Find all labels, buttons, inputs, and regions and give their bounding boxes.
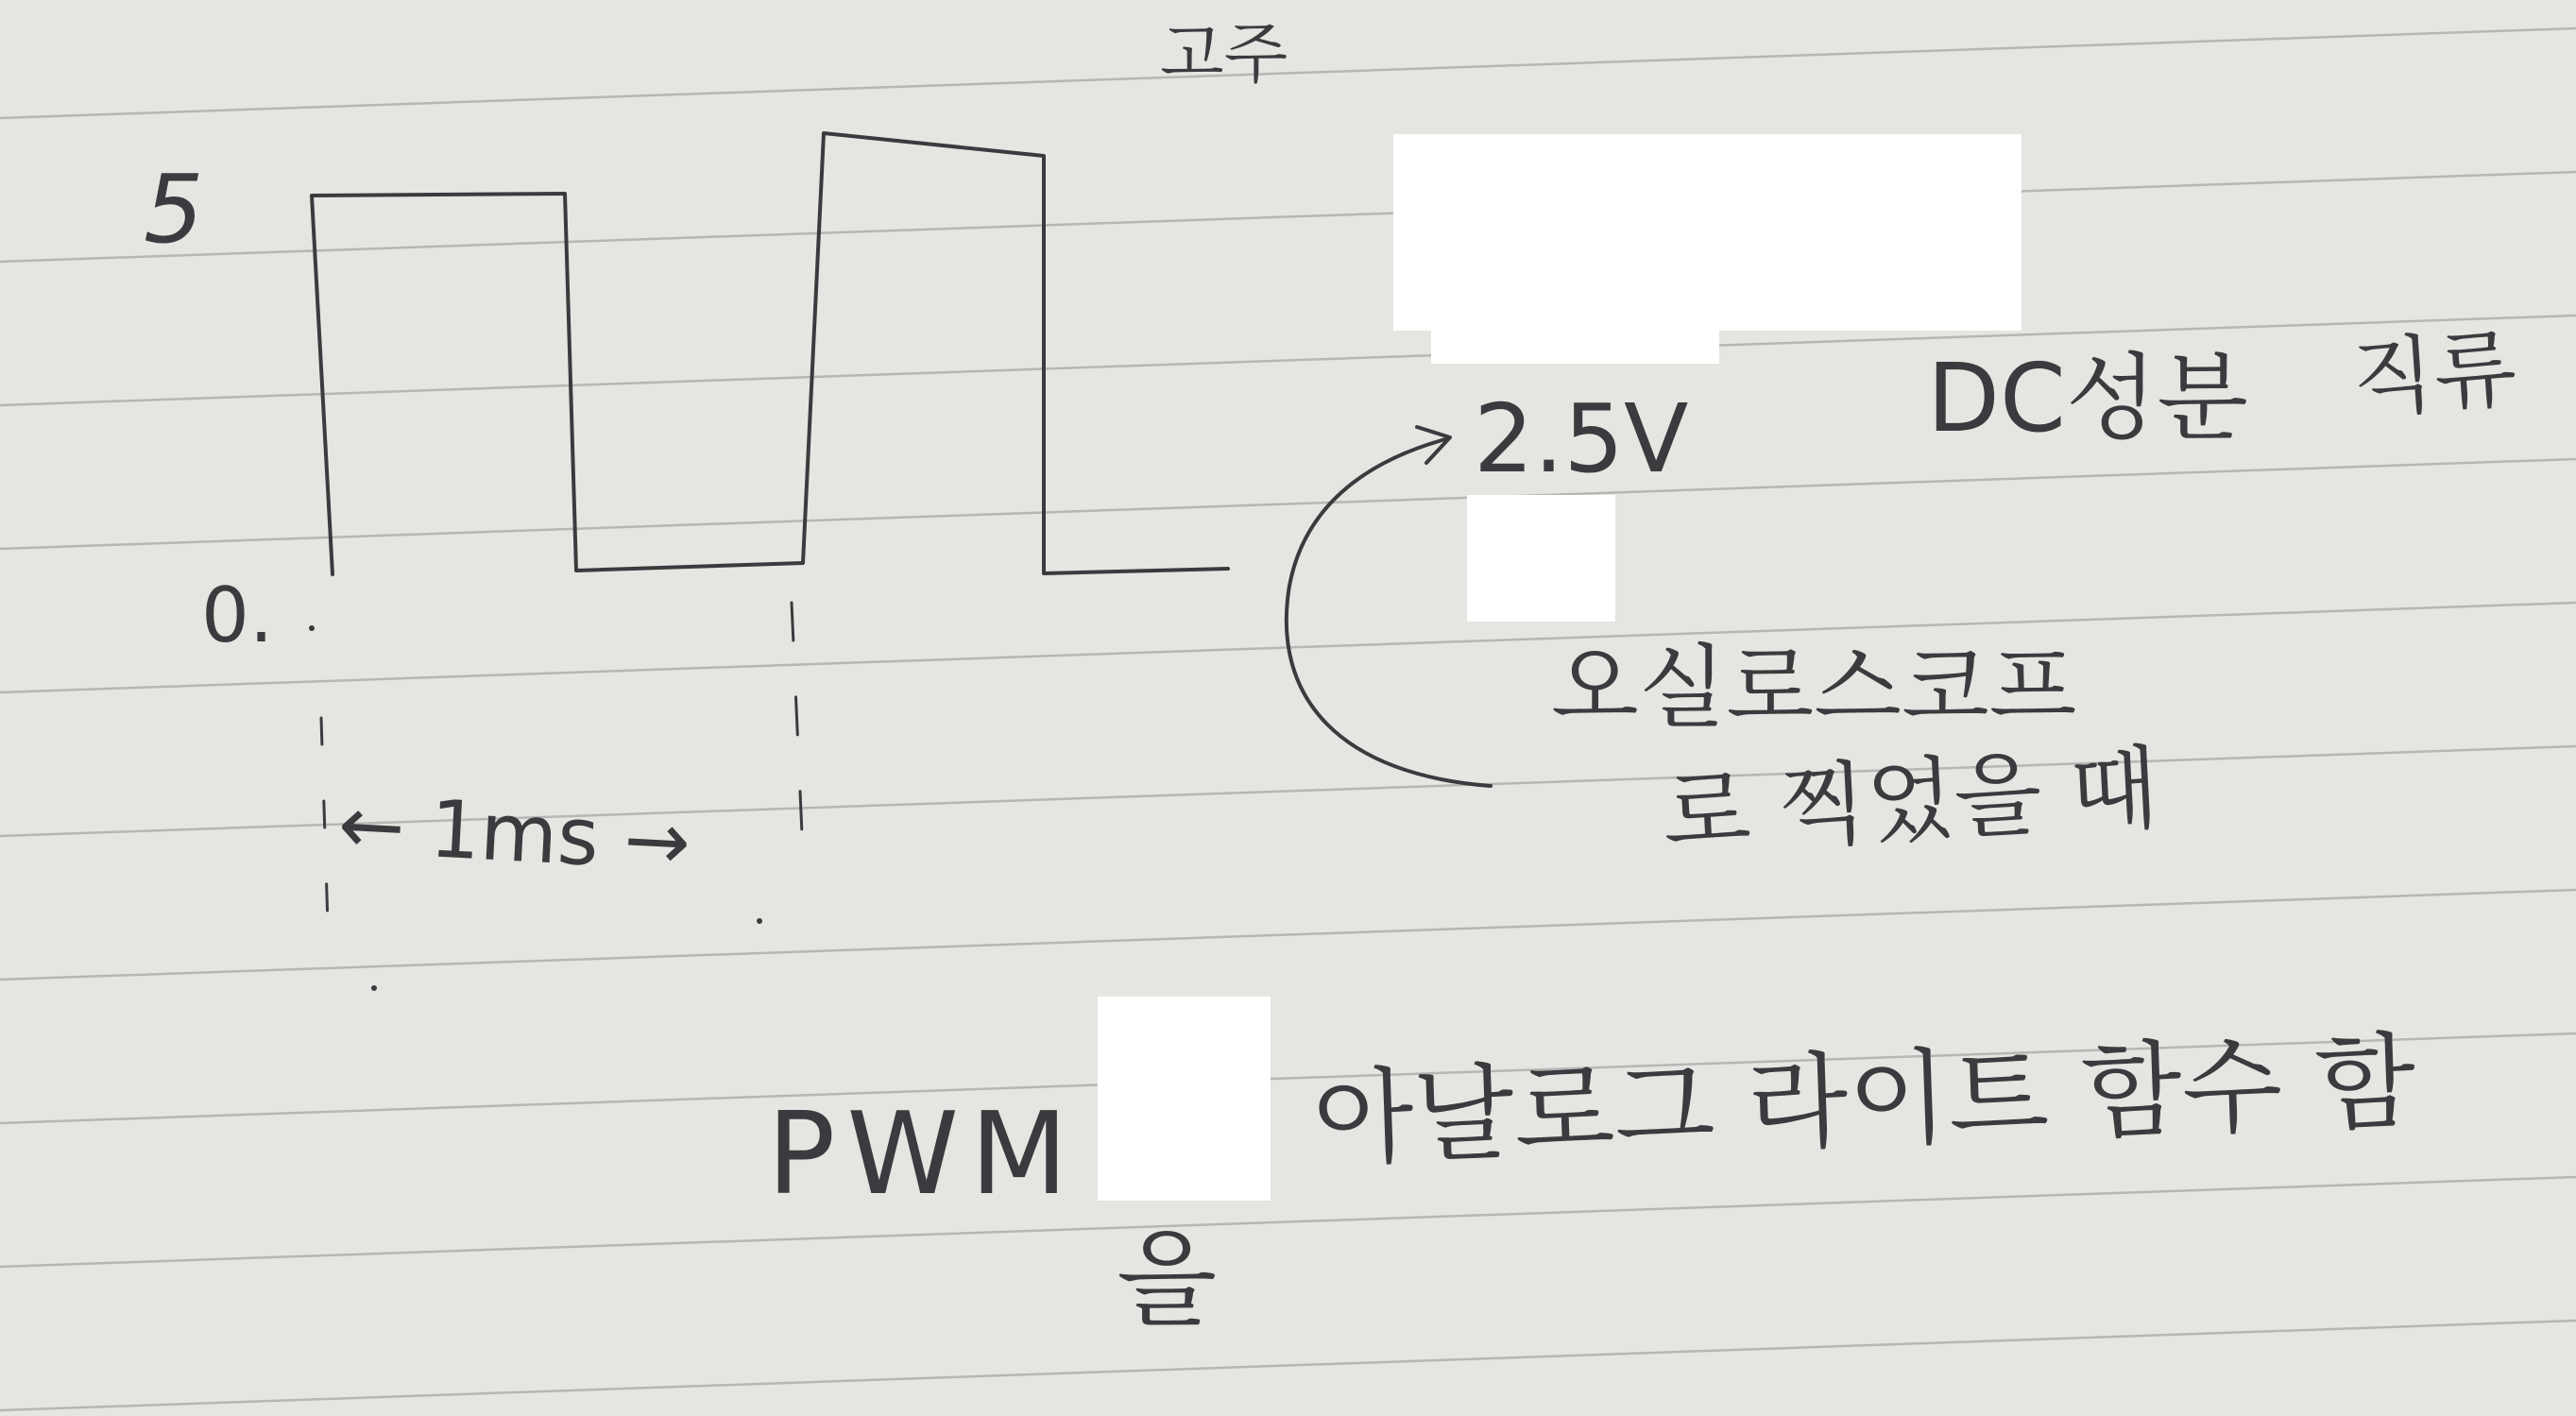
ruled-line: [0, 890, 2576, 980]
high-level-label: 고주: [1160, 15, 1288, 93]
guide-dot: [309, 625, 315, 631]
ruled-line: [0, 28, 2576, 118]
dc-component: DC성분: [1927, 343, 2249, 453]
ruled-line: [0, 1177, 2576, 1267]
ruled-line: [0, 459, 2576, 549]
curved-arrow: [1287, 439, 1491, 786]
right-note: 직류: [2348, 319, 2520, 430]
axis-label-top: 5: [144, 154, 204, 264]
dc-value: 2.5V: [1474, 384, 1689, 494]
analog-write-label: 아날로그 라이트 함수 함: [1311, 1020, 2418, 1181]
period-guide-right: [792, 603, 803, 855]
period-label: ← 1ms →: [335, 777, 693, 889]
guide-dot: [371, 985, 377, 991]
particle-label: 을: [1117, 1220, 1218, 1340]
pwm-square-wave: [312, 133, 1228, 574]
ruled-line: [0, 1321, 2576, 1410]
guide-dot: [757, 918, 762, 924]
measured-label: 로 찍었을 때: [1660, 735, 2161, 867]
oscilloscope-label: 오실로스코프: [1551, 635, 2077, 741]
period-guide-left: [321, 718, 329, 954]
pwm-label: PWM: [767, 1089, 1080, 1220]
axis-label-bottom: 0.: [201, 572, 274, 659]
redaction-box: [1393, 134, 2022, 331]
ruled-line: [0, 172, 2576, 262]
redaction-box: [1467, 495, 1615, 622]
redaction-box: [1098, 997, 1271, 1201]
redaction-box: [1431, 321, 1719, 364]
